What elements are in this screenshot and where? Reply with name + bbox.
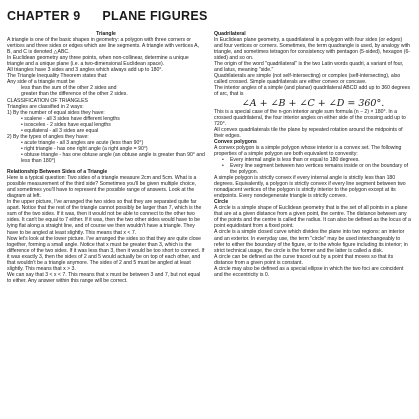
euclidean-paragraph: In Euclidean geometry any three points, when non-collinear, determine a unique triangle and a unique plane (i.e. a two-dimensional Euclidean space). [7, 55, 189, 68]
page-header [7, 8, 412, 25]
list-item: • Every internal angle is less than or equal to 180 degrees. [230, 157, 412, 163]
chapter-title: PLANE FIGURES [102, 9, 208, 23]
angle-sum-paragraph: All triangles have 3 sides and 3 angles which always add up to 180°. [7, 67, 163, 74]
convex-paragraph-2: A simple polygon is strictly convex if every internal angle is strictly less than 180 degrees. Equivalently, a polygon is strictly convex if every line segment between two nonadjacent vertices of the polygon is strictly interior to the polygon except at its endpoints. Every nondegenerate triangle is strictly convex. [214, 175, 406, 200]
list-item: • obtuse triangle - has one obtuse angle (an obtuse angle is greater than 90° and less than 180°) [21, 151, 205, 164]
by-angles-heading: 2) By the types of angles they have: [7, 133, 89, 140]
quadrilateral-paragraph-6: All convex quadrilaterals tile the plane by repeated rotation around the midpoints of their edges. [214, 126, 403, 139]
list-item: • scalene - all 3 sides have different lengths [21, 115, 120, 122]
convex-bullet-list [214, 157, 412, 175]
quadrilateral-paragraph-2: The origin of the word "quadrilateral" is the two Latin words quadri, a variant of four, and latus, meaning "side." [214, 61, 404, 74]
two-column-body [7, 31, 412, 284]
inequality-line-3: greater than the difference of the other 2 sides. [21, 91, 128, 98]
inequality-heading: The Triangle Inequality Theorem states that: [7, 73, 108, 80]
circle-paragraph-2: A circle is a simple closed curve which divides the plane into two regions: an interior and an exterior. In everyday use, the term "circle" may be used interchangeably to refer to either the boundary of the figure, or to the whole figure including its interior; in strict technical usage, the circle is the former and the latter is called a disk. [214, 229, 408, 254]
inequality-line-2: less than the sum of the other 2 sides and [21, 85, 117, 92]
list-item: • right triangle - has one right angle (a right angle = 90°) [21, 145, 148, 152]
quadrilateral-heading: Quadrilateral [214, 31, 246, 37]
list-item: • Every line segment between two vertices remains inside or on the boundary of the polygon. [230, 163, 412, 175]
relationship-heading: Relationship Between Sides of a Triangle [7, 169, 108, 176]
convex-heading: Convex polygons [214, 138, 257, 145]
relationship-paragraph-3: Now let's look at the lower picture. I've arranged the sides so that they are quite close together, forming a small angle. Notice that x must be greater than 3, which is the difference of the two sides. If it was less than 3, then it would be too short to connect. If it was exactly 3, then the sides of 2 and 5 would actually be on top of each other, and that wouldn't be a triangle anymore. The sides of 2 and 5 must be angled at least slightly. This means that x > 3. [7, 235, 205, 272]
circle-paragraph-1: A circle is a simple shape of Euclidean geometry that is the set of all points in a plane that are at a given distance from a given point, the centre. The distance between any of the points and the centre is called the radius. It can also be defined as the locus of a point equidistant from a fixed point. [214, 205, 411, 230]
relationship-paragraph-4: We can say that 3 < x < 7. This means that x must be between 3 and 7, but not equal to either. Any answer within this range will be correct. [7, 271, 201, 284]
list-item: • equilateral - all 3 sides are equal [21, 127, 99, 134]
convex-paragraph-1: A convex polygon is a simple polygon whose interior is a convex set. The following properties of a simple polygon are both equivalent to convexity: [214, 144, 402, 157]
chapter-label: CHAPTER 9 [7, 9, 81, 23]
quadrilateral-paragraph-4: The interior angles of a simple (and planar) quadrilateral ABCD add up to 360 degrees of arc, that is [214, 85, 411, 98]
by-sides-heading: 1) By the number of equal sides they have: [7, 109, 105, 116]
quadrilateral-paragraph-5: This is a special case of the n-gon interior angle sum formula (n − 2) × 180°. In a crossed quadrilateral, the four interior angles on either side of the crossing add up to 720°. [214, 108, 406, 127]
classification-intro: Triangles are classified in 2 ways: [7, 103, 84, 110]
triangle-intro: A triangle is one of the basic shapes in geometry: a polygon with three corners or vertices and three sides or edges which are line segments. A triangle with vertices A, B, and C is denoted △ABC. [7, 37, 200, 56]
left-column [7, 31, 205, 284]
relationship-paragraph-2: In the upper picture, I've arranged the two sides so that they are separated quite far apart. Notice that the rest of the triangle cannot possibly be larger than 7, which is the sum of the two sides. If it was, then it would not be able to connect to the other two sides. It can't be equal to 7 either. If it was, then the two other sides would have to be lying flat along a straight line, and of course we then wouldn't have a triangle. They have to be angled at least slightly. This means that x < 7. [7, 199, 202, 236]
triangle-heading: Triangle [96, 31, 116, 37]
quadrilateral-paragraph-1: In Euclidean plane geometry, a quadrilateral is a polygon with four sides (or edges) and four vertices or corners. Sometimes, the term quadrangle is used, by analogy with triangle, and sometimes tetragon for consistency with pentagon (5-sided), hexagon (6-sided) and so on. [214, 37, 411, 62]
quadrilateral-paragraph-3: Quadrilaterals are simple (not self-intersecting) or complex (self-intersecting), also called crossed. Simple quadrilaterals are either convex or concave. [214, 73, 401, 86]
relationship-paragraph-1: Here is a typical question: Two sides of a triangle measure 2cm and 5cm. What is a possible measurement of the third side? Sometimes you'll be given multiple choice, and sometimes you'll have to represent the possible range of answers. Look at the diagram at left. [7, 175, 197, 200]
classification-heading: CLASSIFICATION OF TRIANGLES [7, 97, 88, 104]
circle-paragraph-3: A circle can be defined as the curve traced out by a point that moves so that its distance from a given point is constant. [214, 253, 394, 266]
list-item: • acute triangle - all 3 angles are acute (less than 90°) [21, 139, 144, 146]
circle-heading: Circle [214, 199, 229, 206]
circle-paragraph-4: A circle may also be defined as a special ellipse in which the two foci are coincident and the eccentricity is 0. [214, 265, 404, 278]
inequality-line-1: Any side of a triangle must be [7, 79, 75, 86]
right-column [214, 31, 412, 284]
angle-sum-formula: ∠A + ∠B + ∠C + ∠D = 360°. [241, 97, 385, 109]
list-item: • isosceles - 2 sides have equal lengths [21, 121, 111, 128]
